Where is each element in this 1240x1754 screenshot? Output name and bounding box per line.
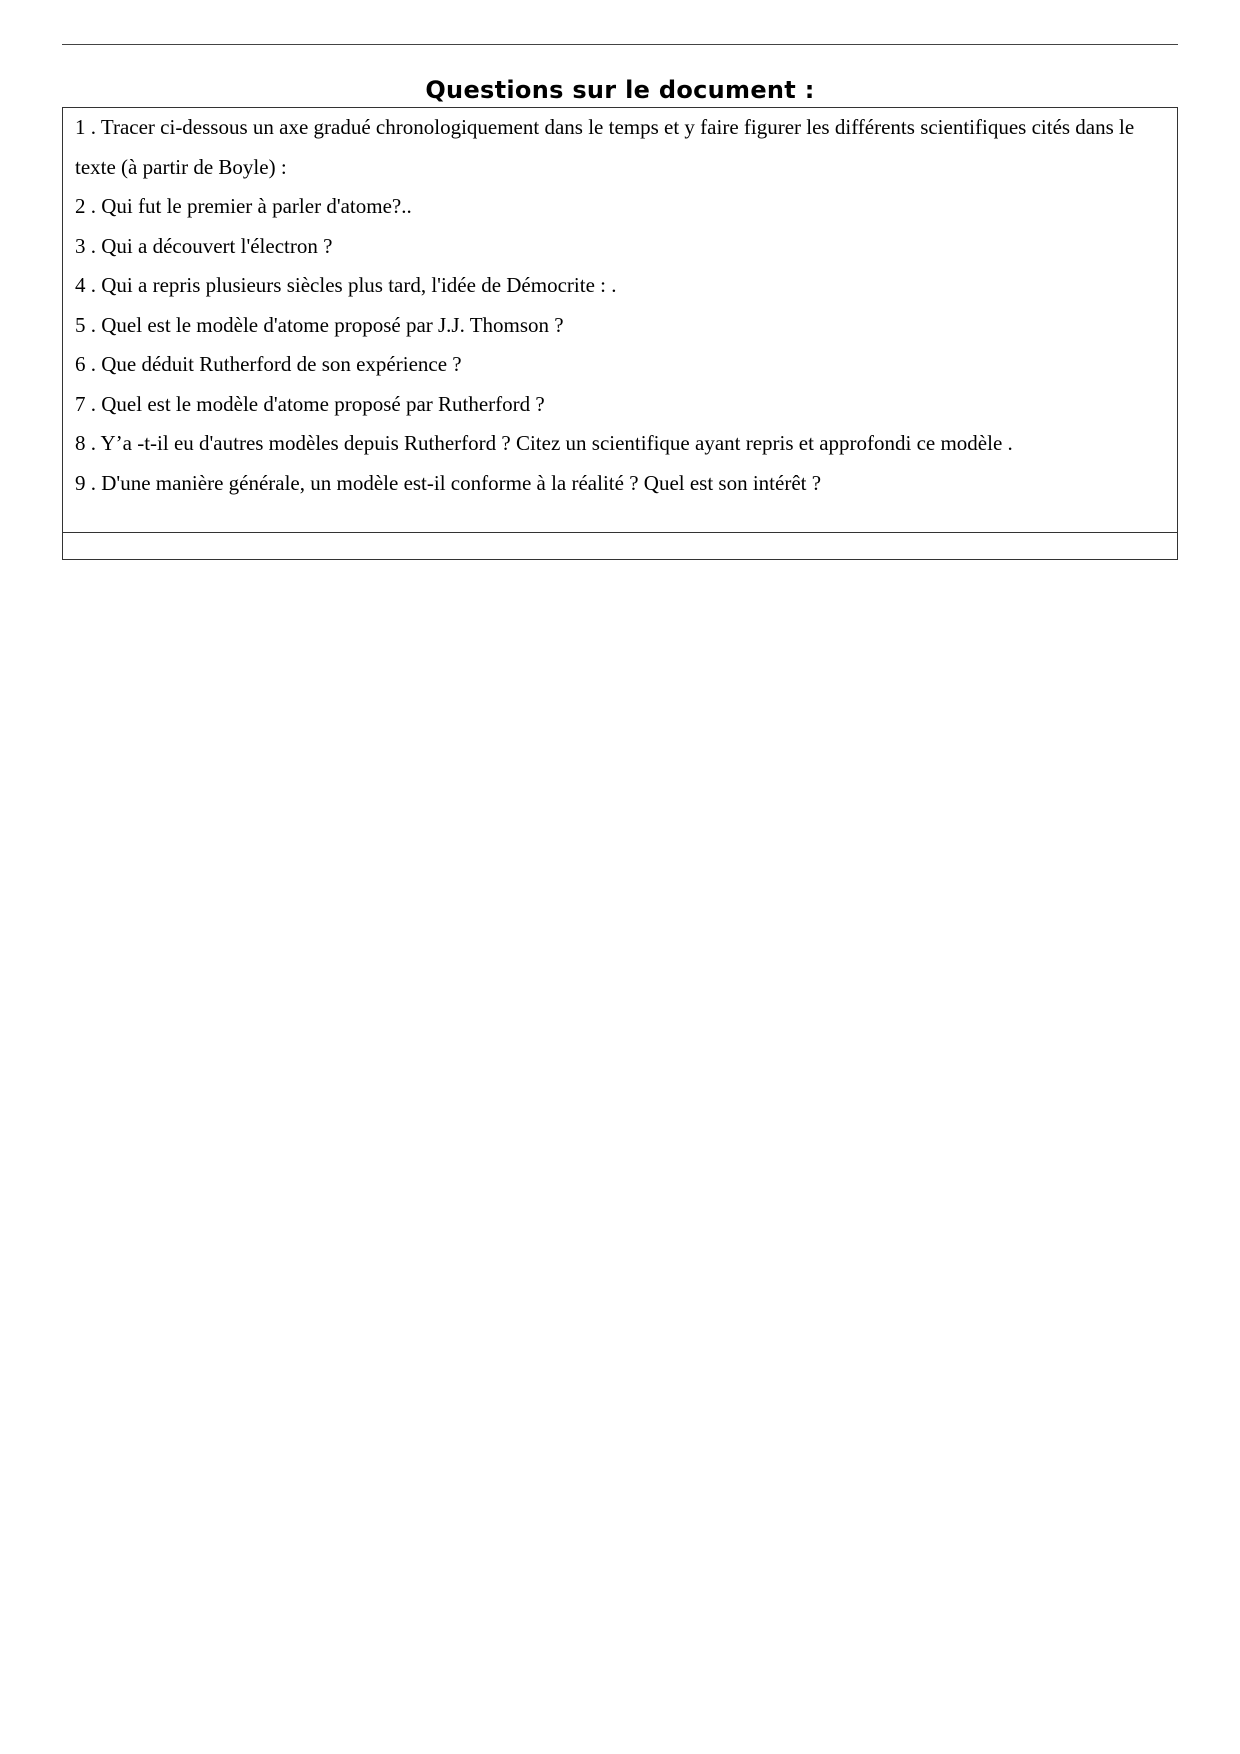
page-title: Questions sur le document : — [425, 76, 815, 104]
question-4: 4 . Qui a repris plusieurs siècles plus tard, l'idée de Démocrite : . — [75, 273, 617, 297]
question-5: 5 . Quel est le modèle d'atome proposé par J.J. Thomson ? — [75, 312, 564, 337]
question-8: 8 . Y’a -t-il eu d'autres modèles depuis Rutherford ? Citez un scientifique ayant repris et approfondi ce modèle . — [75, 431, 1013, 455]
empty-answer-row — [62, 532, 1178, 560]
question-6: 6 . Que déduit Rutherford de son expérience ? — [75, 352, 462, 376]
question-9: 9 . D'une manière générale, un modèle est-il conforme à la réalité ? Quel est son intérêt ? — [75, 470, 822, 495]
question-2: 2 . Qui fut le premier à parler d'atome?.. — [75, 194, 412, 218]
question-list — [63, 108, 1177, 503]
header-rule — [62, 44, 1178, 45]
question-3: 3 . Qui a découvert l'électron ? — [75, 233, 333, 258]
questions-box — [62, 107, 1178, 532]
question-1: 1 . Tracer ci-dessous un axe gradué chronologiquement dans le temps et y faire figurer les différents scientifiques cités dans le texte (à partir de Boyle) : — [75, 115, 1135, 179]
question-7: 7 . Quel est le modèle d'atome proposé par Rutherford ? — [75, 391, 545, 416]
